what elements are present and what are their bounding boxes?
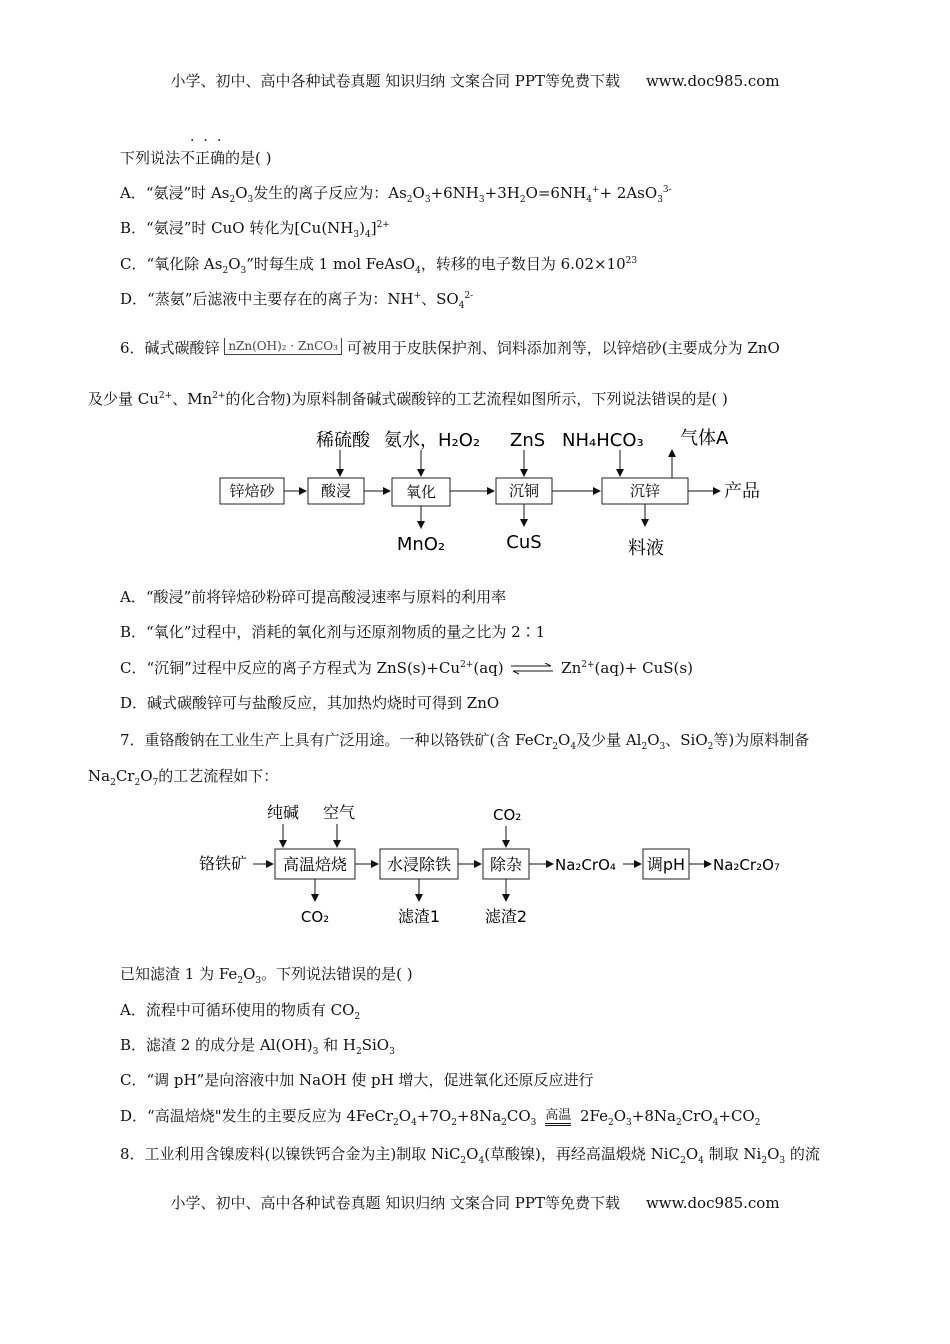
input-co2: CO₂ xyxy=(493,806,522,824)
page-footer: 小学、初中、高中各种试卷真题 知识归纳 文案合同 PPT等免费下载 www.doc985.com xyxy=(170,1194,780,1212)
q6-flowchart xyxy=(210,422,780,562)
q7-option-b: B．滤渣 2 的成分是 $Al(OH)_3$ 和 $H_2SiO_3$ xyxy=(120,1036,395,1057)
input-air: 空气 xyxy=(323,803,356,822)
svg-text:酸浸: 酸浸 xyxy=(320,482,352,500)
output-liquor: 料液 xyxy=(628,538,664,559)
input-ammonia-h2o2: 氨水，H₂O₂ xyxy=(384,430,481,451)
gas-a-label: 气体A xyxy=(680,428,729,449)
q5-option-a: A．“氨浸”时 $As_2O_3$发生的离子反应为：$As_2O_3+6NH_3+3H_2O=6NH_4^++ 2AsO_3^{3-}$ xyxy=(120,184,672,205)
svg-text:水浸除铁: 水浸除铁 xyxy=(386,855,452,874)
product-label: 产品 xyxy=(724,481,760,502)
output-cus: CuS xyxy=(506,532,542,553)
svg-text:氧化: 氧化 xyxy=(405,483,437,501)
svg-text:锌焙砂: 锌焙砂 xyxy=(229,482,275,500)
output-mno2: MnO₂ xyxy=(396,534,446,555)
output-residue-2: 滤渣2 xyxy=(484,907,528,926)
q7-known: 已知滤渣 1 为 $Fe_2O_3$。下列说法错误的是( ) xyxy=(120,965,413,986)
svg-text:沉锌: 沉锌 xyxy=(629,482,661,500)
input-nh4hco3: NH₄HCO₃ xyxy=(562,430,644,451)
emphasis-dots: ··· xyxy=(190,133,231,149)
q7-option-a: A．流程中可循环使用的物质有 $CO_2$ xyxy=(120,1001,361,1022)
reaction-condition: 高温 xyxy=(545,1109,571,1126)
q8-intro: 8．工业利用含镍废料(以镍铁钙合金为主)制取 $NiC_2O_4$(草酸镍)，再经高温煅烧 $NiC_2O_4$ 制取 $Ni_2O_3$ 的流 xyxy=(120,1145,820,1166)
q5-stem: 下列说法不正确的是( ) xyxy=(120,149,272,167)
equilibrium-arrow-icon xyxy=(511,663,553,675)
na2cr2o7-label: Na₂Cr₂O₇ xyxy=(713,856,780,874)
svg-text:沉铜: 沉铜 xyxy=(508,482,540,500)
q6-option-b: B．“氧化”过程中，消耗的氧化剂与还原剂物质的量之比为 2∶1 xyxy=(120,623,546,641)
q7-flowchart xyxy=(195,798,795,938)
svg-text:除杂: 除杂 xyxy=(489,855,523,874)
q5-option-d: D．“蒸氨”后滤液中主要存在的离子为：NH+、$SO_4^{2-}$ xyxy=(120,290,474,311)
input-dilute-h2so4: 稀硫酸 xyxy=(316,430,370,451)
q7-intro: 7．重铬酸钠在工业生产上具有广泛用途。一种以铬铁矿(含 $FeCr_2O_4$及少量 $Al_2O_3$、SiO$_2$等)为原料制备 xyxy=(120,731,810,752)
q6-intro-line2: 及少量 $Cu^{2+}$、$Mn^{2+}$的化合物)为原料制备碱式碳酸锌的工艺流程如图所示，下列说法错误的是( ) xyxy=(88,390,728,408)
q6-option-c: C．“沉铜”过程中反应的离子方程式为 $ZnS(s)+Cu^{2+}(aq)$ $Zn^{2+}(aq)+ CuS(s)$ xyxy=(120,659,693,677)
q7-option-d: D．“高温焙烧"发生的主要反应为 $4FeCr_2O_4+7O_2+8Na_2CO_3$ 高温 $2Fe_2O_3+8Na_2CrO_4+CO_2$ xyxy=(120,1107,761,1128)
q6-option-d: D．碱式碳酸锌可与盐酸反应，其加热灼烧时可得到 ZnO xyxy=(120,694,500,712)
q7-intro-line2: $Na_2Cr_2O_7$的工艺流程如下： xyxy=(88,767,279,788)
q5-option-b: B．“氨浸”时 CuO 转化为$[Cu(NH_3)_4]^{2+}$ xyxy=(120,219,390,240)
output-residue-1: 滤渣1 xyxy=(397,907,441,926)
zinc-formula: nZn(OH)₂ · ZnCO₃ xyxy=(224,338,342,355)
q6-intro: 6．碱式碳酸锌 nZn(OH)₂ · ZnCO₃ 可被用于皮肤保护剂、饲料添加剂等，以锌焙砂(主要成分为 ZnO xyxy=(120,339,780,357)
input-soda-ash: 纯碱 xyxy=(267,803,300,822)
q6-option-a: A．“酸浸”前将锌焙砂粉碎可提高酸浸速率与原料的利用率 xyxy=(120,588,507,606)
svg-text:调pH: 调pH xyxy=(646,855,686,874)
chromite-label: 铬铁矿 xyxy=(199,854,248,873)
output-co2: CO₂ xyxy=(300,908,330,926)
q5-option-c: C．“氧化除 $As_2O_3$”时每生成 1 mol FeAsO$_4$，转移的电子数目为 $6.02\times 10^{23}$ xyxy=(120,255,638,276)
na2cro4-label: Na₂CrO₄ xyxy=(555,856,616,874)
page-header: 小学、初中、高中各种试卷真题 知识归纳 文案合同 PPT等免费下载 www.doc985.com xyxy=(170,72,780,90)
input-zns: ZnS xyxy=(510,430,546,451)
q7-option-c: C．“调 pH”是向溶液中加 NaOH 使 pH 增大，促进氧化还原反应进行 xyxy=(120,1071,594,1089)
svg-text:高温焙烧: 高温焙烧 xyxy=(282,855,348,874)
